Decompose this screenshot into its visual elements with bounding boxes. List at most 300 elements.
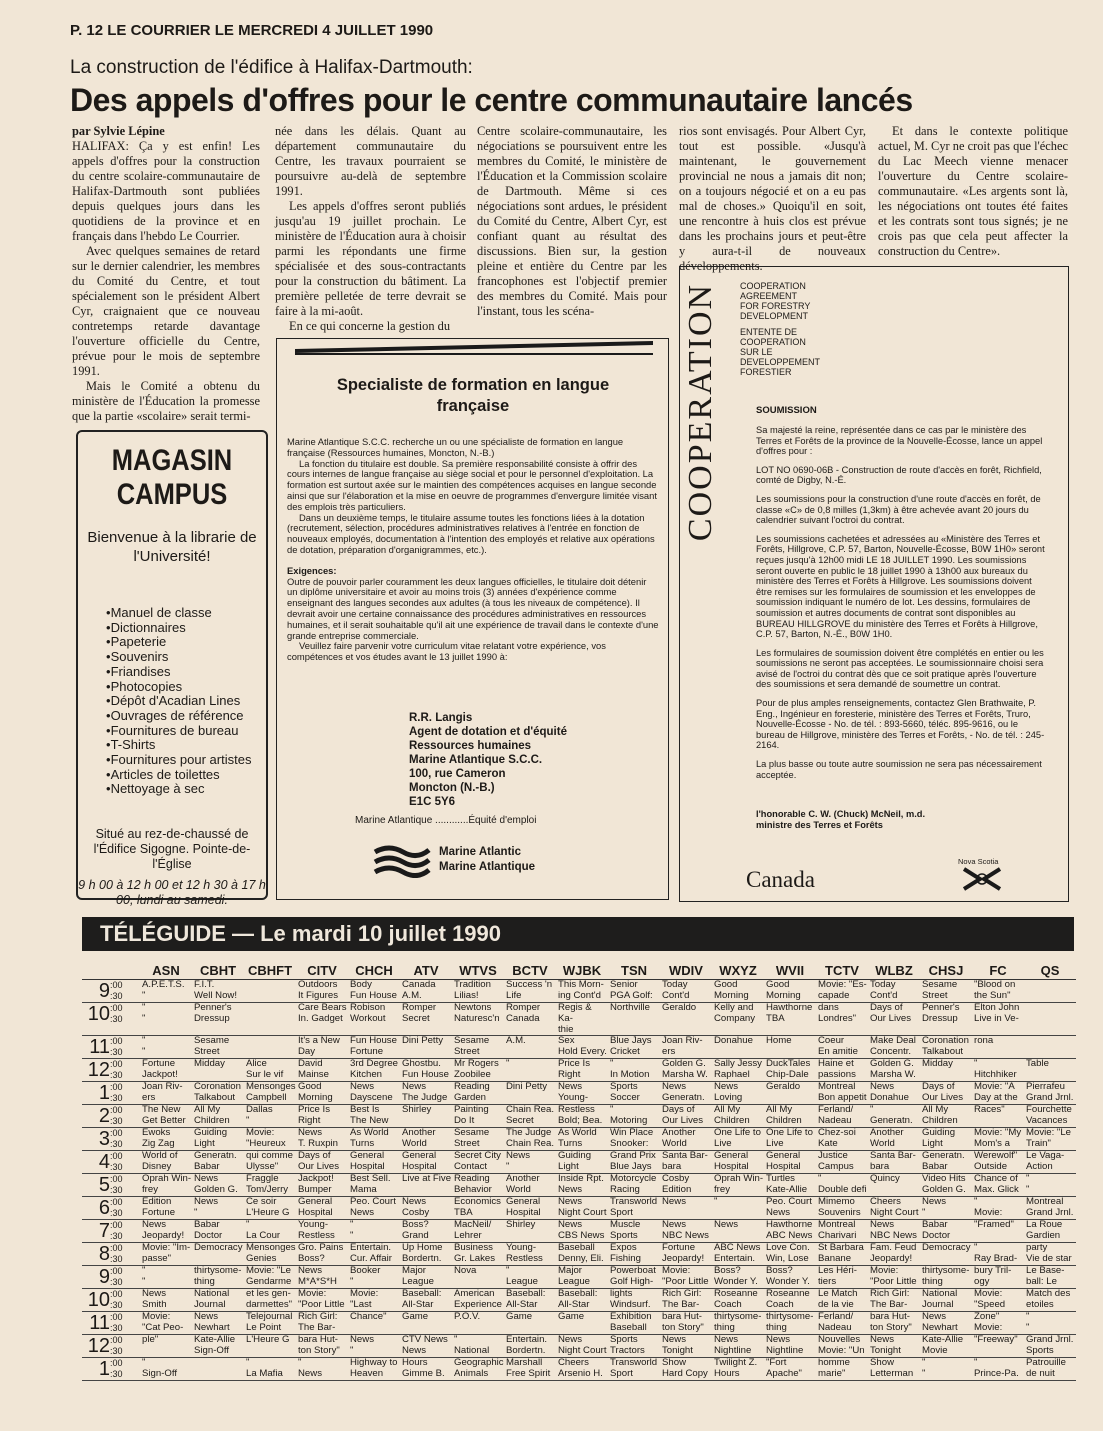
table-cell: Entertain. Cur. Affair: [348, 1243, 400, 1266]
table-cell: Love Con. Win, Lose: [764, 1243, 816, 1266]
hour-label: 11: [89, 1036, 110, 1059]
table-cell: party Vie de star: [1024, 1243, 1076, 1266]
table-cell: qui comme Ulysse": [244, 1151, 296, 1174]
table-cell: Success 'n Life: [504, 980, 556, 1003]
table-cell: News Tonight: [660, 1335, 712, 1358]
time-slot: [82, 1128, 140, 1151]
ad-paragraph: Dans un deuxième temps, le titulaire assume toutes les fonctions liées à la dotation (recrutement, sélection, procédures administratives relatives à l'entrée en fonction de nouveaux employés, documentation à l'intention des employés et relative aux opérations de dotation, préparation d'organigrammes, etc.).: [287, 511, 655, 555]
table-cell: Mr Rogers Zoobilee: [452, 1059, 504, 1082]
table-cell: Montreal Bon appetit: [818, 1081, 867, 1104]
ad-paragraph: LOT NO 0690-06B - Construction de route d'accès en forêt, Richfield, comté de Digby, N.-É.: [756, 464, 1042, 486]
table-row: [82, 1243, 1076, 1266]
cooperation-vertical-title: COOPERATION: [682, 282, 719, 542]
table-cell: Ferland/ Nadeau: [816, 1105, 868, 1128]
teleguide-title: TÉLÉGUIDE — Le mardi 10 juillet 1990: [100, 921, 502, 946]
table-cell: One Life to Live: [764, 1128, 816, 1151]
table-cell: Roseanne Coach: [712, 1289, 764, 1312]
time-slot: [82, 1220, 140, 1243]
logo-line: Marine Atlantic: [439, 846, 522, 858]
table-cell: Price Is Right: [296, 1105, 348, 1128]
table-cell: Coeur En amitie: [816, 1036, 868, 1059]
table-cell: ": [712, 1197, 764, 1220]
table-cell: thirtysome- thing: [764, 1312, 816, 1335]
article-paragraph: Avec quelques semaines de retard sur le dernier calendrier, les membres du Comité du Centre, et tout spécialement son le président Albert Cyr, craignaient que ce nouveau contretemps retarde davantage l'ouverture officielle du Centre, prévue pour le mois de septembre 1991.: [72, 244, 260, 378]
list-item: • Photocopies: [106, 680, 266, 695]
table-cell: La Roue Gardien: [1024, 1220, 1076, 1243]
table-cell: Entertain. Bordertn.: [504, 1335, 556, 1358]
table-cell: National Journal: [920, 1289, 972, 1312]
list-item: • Friandises: [106, 665, 266, 680]
list-item: • Papeterie: [106, 635, 266, 650]
table-row: [82, 1266, 1076, 1289]
list-item: • Fournitures pour artistes: [106, 753, 266, 768]
table-cell: Mensonges Genies: [246, 1242, 296, 1265]
table-cell: " Sign-Off: [140, 1358, 192, 1381]
marine-atlantic-name: [439, 845, 535, 875]
ad-subheading: Exigences:: [287, 564, 337, 576]
table-cell: Powerboat Golf High-: [608, 1266, 660, 1289]
table-cell: "Blood on the Sun": [972, 980, 1024, 1003]
ad-paragraph: La fonction du titulaire est double. Sa première responsabilité consiste à offrir des cours internes de langue française au siège social et pour le personnel d'exploitation. La formation est surtout axée sur le maintien des compétences acquises en langue seconde ainsi que sur l'élaboration et la mise en oeuvre de programmes d'envergure limitée visant des emplois très particuliers.: [287, 457, 657, 512]
table-cell: Democracy: [192, 1243, 244, 1266]
time-slot: [82, 1082, 140, 1105]
table-cell: Live at Five: [400, 1174, 452, 1197]
table-cell: F.I.T. Well Now!: [192, 980, 244, 1003]
table-cell: Sports Tractors: [608, 1335, 660, 1358]
table-cell: Days of Our Lives: [920, 1082, 972, 1105]
ad-paragraph: Veuillez faire parvenir votre curriculum vitae relatant votre expérience, vos compétences et vos études avant le 13 juillet 1990 à:: [287, 640, 606, 663]
table-cell: Guiding Light: [192, 1128, 244, 1151]
table-cell: Penner's Dressup: [920, 1003, 972, 1036]
table-cell: St Barbara Banane: [816, 1243, 868, 1266]
soumission-heading: SOUMISSION: [756, 405, 817, 416]
table-cell: " ": [348, 1220, 400, 1243]
table-row: [82, 1312, 1076, 1335]
list-item: • Articles de toilettes: [106, 768, 266, 783]
table-row: [82, 1151, 1076, 1174]
table-cell: Sports Soccer: [608, 1082, 660, 1105]
table-cell: Le Match de la vie: [816, 1289, 868, 1312]
table-cell: All My Children: [920, 1105, 972, 1128]
hour-label: 9: [98, 980, 110, 1002]
table-cell: Boss? Wonder Y.: [712, 1266, 764, 1289]
ad-paragraph: Marine Atlantique S.C.C. recherche un ou une spécialiste de formation en langue française (Ressources humaines, Moncton, N.-B.): [287, 436, 624, 458]
canada-wordmark: Canada: [746, 867, 815, 892]
table-cell: Movie: "Le Gendarme: [244, 1266, 296, 1289]
table-cell: National Journal: [192, 1289, 244, 1312]
table-cell: Ewoks Zig Zag: [140, 1128, 192, 1151]
table-cell: Golden G. Marsha W.: [660, 1059, 712, 1082]
table-cell: News Cosby: [400, 1197, 452, 1220]
table-cell: Days of Our Lives: [296, 1151, 348, 1174]
table-cell: Body Fun House: [348, 980, 400, 1003]
table-cell: News The Judge: [400, 1082, 452, 1105]
table-cell: General Hospital: [504, 1197, 556, 1220]
table-cell: Days of Our Lives: [868, 1003, 920, 1036]
table-cell: Business Gr. Lakes: [452, 1243, 504, 1266]
table-cell: Regis & Ka- thie: [556, 1003, 608, 1036]
table-cell: Today Cont'd: [868, 980, 920, 1003]
ad-rule: [295, 353, 653, 355]
table-cell: Young- Restless: [504, 1243, 556, 1266]
signature-line: l'honorable C. W. (Chuck) McNeil, m.d.: [756, 809, 926, 819]
table-cell: Inside Rpt. News: [556, 1174, 608, 1197]
specialist-ad: [276, 338, 669, 900]
hour-label: 6: [98, 1197, 110, 1220]
minute-labels: :00 :30: [110, 1174, 123, 1196]
table-cell: Chain Rea. Secret: [506, 1104, 554, 1127]
table-cell: Boss? Grand: [400, 1220, 452, 1243]
table-cell: Golden G. Marsha W.: [868, 1059, 920, 1082]
table-cell: News Generatn.: [660, 1082, 712, 1105]
table-cell: Blue Jays Cricket: [608, 1036, 660, 1059]
time-slot: [82, 1105, 140, 1128]
table-cell: Sesame Street: [452, 1036, 504, 1059]
minute-labels: :00 :30: [110, 1358, 123, 1380]
table-cell: Fourchette Vacances: [1024, 1105, 1076, 1128]
table-cell: MacNeil/ Lehrer: [452, 1220, 504, 1243]
station-header: WXYZ: [712, 962, 764, 980]
station-header: WJBK: [556, 962, 608, 980]
station-header: QS: [1024, 962, 1076, 980]
hour-label: 12: [87, 1059, 110, 1082]
minute-labels: :00 :30: [110, 1128, 123, 1150]
time-slot: [82, 1312, 140, 1335]
station-header: WLBZ: [868, 962, 920, 980]
table-cell: [244, 1036, 296, 1059]
table-cell: Sesame Street: [452, 1128, 504, 1151]
table-cell: News ": [348, 1335, 400, 1358]
table-cell: Midday: [192, 1059, 244, 1082]
table-cell: Fun House Fortune: [348, 1036, 400, 1059]
time-slot: [82, 1243, 140, 1266]
table-row: [82, 980, 1076, 1003]
table-cell: News: [660, 1197, 712, 1220]
time-slot: [82, 1266, 140, 1289]
table-cell: Booker ": [348, 1266, 400, 1289]
coop-line: FORESTIER: [740, 367, 792, 377]
station-header: WDIV: [660, 962, 712, 980]
table-cell: General Hospital: [712, 1151, 764, 1174]
table-row: [82, 1220, 1076, 1243]
ad-paragraph: Pour de plus amples renseignements, contactez Glen Brathwaite, P. Eng., Ingénieur en foresterie, ministère des Terres et Forêts, Truro, Nouvelle-Écosse - No. de tél. : 893-5660, téléc. 895-9616, ou le bureau de Hillgrove, ministère des Terres et Forêts, - No. de tél. : 245-2164.: [756, 698, 1045, 751]
table-cell: Movie: "Last: [348, 1289, 400, 1312]
table-cell: homme marie": [816, 1358, 868, 1381]
table-cell: Chance": [348, 1312, 400, 1335]
table-cell: " Movie:: [972, 1197, 1024, 1220]
table-cell: [244, 980, 296, 1003]
table-cell: Oprah Win- frey: [714, 1173, 764, 1196]
cooperation-ad: [679, 266, 1069, 902]
table-cell: It's a New Day: [296, 1036, 348, 1059]
station-header: FC: [972, 962, 1024, 980]
table-cell: News T. Ruxpin: [296, 1128, 348, 1151]
table-cell: Babar Doctor: [920, 1220, 972, 1243]
table-cell: Movie: "Im- passe": [142, 1242, 191, 1265]
table-cell: Secret City Contact: [452, 1151, 504, 1174]
table-cell: Romper Canada: [504, 1003, 556, 1036]
table-cell: " League: [504, 1266, 556, 1289]
address-line: Moncton (N.-B.): [409, 782, 495, 794]
table-cell: dans Londres": [816, 1003, 868, 1036]
nova-scotia-label: Nova Scotia: [958, 857, 999, 866]
table-cell: Coronation Talkabout: [920, 1036, 972, 1059]
campus-ad-welcome: Bienvenue à la librarie de l'Université!: [87, 529, 257, 565]
table-cell: Geraldo: [764, 1082, 816, 1105]
ad-paragraph: La plus basse ou toute autre soumission ne sera pas nécessairement acceptée.: [756, 759, 1042, 780]
table-cell: News Night Court: [558, 1334, 607, 1357]
table-cell: Major League: [556, 1266, 608, 1289]
table-cell: Reading Behavior: [452, 1174, 504, 1197]
address-line: Marine Atlantique S.C.C.: [409, 754, 543, 766]
marine-atlantic-logo-icon: [373, 842, 431, 878]
table-cell: Show Hard Copy: [660, 1358, 712, 1381]
coop-line: DEVELOPMENT: [740, 311, 809, 321]
table-cell: A.P.E.T.S. ": [140, 980, 192, 1003]
table-cell: Newtons Naturesc'n: [452, 1003, 504, 1036]
time-header: [82, 962, 140, 980]
table-cell: News Loving: [712, 1082, 764, 1105]
table-cell: " News: [296, 1358, 348, 1381]
table-cell: Days of Our Lives: [660, 1105, 712, 1128]
table-cell: Democracy: [920, 1243, 972, 1266]
table-cell: Donahue: [712, 1036, 764, 1059]
campus-ad-location: Situé au rez-de-chaussé de l'Édifice Sigogne. Pointe-de-l'Église: [93, 827, 251, 872]
article-byline: par Sylvie Lépine: [72, 124, 165, 138]
station-header: TSN: [608, 962, 660, 980]
table-cell: Fortune Jackpot!: [140, 1059, 192, 1082]
table-cell: Peo. Court News: [348, 1197, 400, 1220]
table-cell: Werewolf" Outside: [972, 1151, 1024, 1174]
list-item: • Manuel de classe: [106, 606, 266, 621]
minute-labels: :00 :30: [110, 1003, 123, 1024]
table-cell: David Mainse: [296, 1059, 348, 1082]
table-cell: News Golden G.: [192, 1174, 244, 1197]
table-cell: Tradition Lilias!: [452, 980, 504, 1003]
table-cell: Montreal Charivari: [816, 1220, 868, 1243]
minute-labels: :00 :30: [110, 1082, 123, 1104]
table-cell: et les gen- darmettes": [244, 1289, 296, 1312]
specialist-ad-title: Specialiste de formation en langue française: [336, 376, 610, 415]
article-column-4: [679, 124, 866, 274]
station-header: WVII: [764, 962, 816, 980]
table-cell: Ghostbu. Fun House: [400, 1059, 452, 1082]
table-row: [82, 1082, 1076, 1105]
table-cell: [244, 1003, 296, 1036]
minute-labels: :00 :30: [110, 1197, 123, 1219]
table-cell: General Hospital: [348, 1151, 400, 1174]
table-cell: General Hospital: [400, 1151, 452, 1174]
list-item: • Souvenirs: [106, 650, 266, 665]
table-cell: Pierrafeu Grand Jrnl.: [1024, 1082, 1076, 1105]
table-cell: News Young-: [556, 1082, 608, 1105]
hour-label: 7: [98, 1220, 110, 1243]
table-cell: Nova: [452, 1266, 504, 1289]
table-cell: Roseanne Coach: [764, 1289, 816, 1312]
table-cell: Dini Petty: [400, 1036, 452, 1059]
station-header: ATV: [400, 962, 452, 980]
table-cell: Santa Bar- bara: [868, 1151, 920, 1174]
table-cell: [192, 1358, 244, 1381]
table-cell: Economics TBA: [452, 1197, 504, 1220]
signature-line: ministre des Terres et Forêts: [756, 820, 883, 830]
table-cell: Cheers Night Court: [870, 1196, 919, 1219]
coop-line: ENTENTE DE: [740, 327, 798, 337]
table-cell: Peo. Court News: [764, 1197, 816, 1220]
table-cell: The New Get Better: [140, 1105, 192, 1128]
table-cell: Today Cont'd: [660, 980, 712, 1003]
table-cell: One Life to Live: [712, 1128, 764, 1151]
campus-ad-list: [106, 606, 266, 797]
table-cell: Muscle Sports: [608, 1220, 660, 1243]
table-cell: Movie: "My Mom's a: [972, 1128, 1024, 1151]
table-cell: News ": [504, 1151, 556, 1174]
table-cell: Movie: "A Day at the: [972, 1082, 1024, 1105]
station-header: CITV: [296, 962, 348, 980]
table-cell: Hours Gimme B.: [400, 1358, 452, 1381]
article-headline: Des appels d'offres pour le centre communautaire lancés: [70, 82, 913, 118]
list-item: • Dictionnaires: [106, 621, 266, 636]
hour-label: 12: [87, 1335, 110, 1358]
table-cell: Quincy: [868, 1174, 920, 1197]
table-row: [82, 1003, 1076, 1036]
table-cell: bury Tril- ogy: [972, 1266, 1024, 1289]
table-cell: Rich Girl: The Bar-: [868, 1289, 920, 1312]
table-cell: Young- Restless: [296, 1220, 348, 1243]
hour-label: 3: [98, 1128, 110, 1151]
time-slot: [82, 1197, 140, 1220]
time-slot: [82, 1036, 140, 1059]
table-cell: " National: [452, 1335, 504, 1358]
table-cell: Nouvelles Movie: "Un: [816, 1335, 868, 1358]
table-cell: thirtysome- thing: [712, 1312, 764, 1335]
table-cell: thirtysome- thing: [920, 1266, 972, 1289]
table-cell: Babar Doctor: [192, 1220, 244, 1243]
table-cell: Price Is Right: [556, 1059, 608, 1082]
table-cell: Table: [1024, 1059, 1076, 1082]
table-cell: Movie: "Le Train": [1024, 1128, 1076, 1151]
cooperation-fr: [740, 327, 820, 377]
campus-ad-hours: 9 h 00 à 12 h 00 et 12 h 30 à 17 h 00, lundi au samedi.: [78, 878, 266, 908]
time-slot: [82, 1289, 140, 1312]
table-cell: "Framed": [972, 1220, 1024, 1243]
table-cell: News Nightline: [712, 1335, 764, 1358]
table-cell: News NBC News: [868, 1220, 920, 1243]
article-paragraph: rios sont envisagés. Pour Albert Cyr, tout est possible. «Jusqu'à maintenant, le gouvernement provincial ne nous a jamais dit non; on a toujours négocié et on a eu pas mal de choses.» Quoiqu'il en soit, une rencontre à huis clos est prévue dans les prochains jours et peut-être y aura-t-il de nouveaux développements.: [679, 124, 866, 273]
table-cell: Haine et passions: [816, 1059, 868, 1082]
table-cell: Mimemo Souvenirs: [816, 1197, 868, 1220]
table-cell: Show Letterman: [868, 1358, 920, 1381]
table-cell: thirtysome- thing: [192, 1266, 244, 1289]
table-cell: Baseball: All-Star: [504, 1289, 556, 1312]
hour-label: 2: [98, 1105, 110, 1128]
table-cell: Marshall Free Spirit: [504, 1358, 556, 1381]
coop-line: COOPERATION: [740, 281, 806, 291]
table-cell: Movie: "Poor Little: [296, 1289, 348, 1312]
teleguide-body: [82, 980, 1076, 1381]
table-cell: Boss? Wonder Y.: [764, 1266, 816, 1289]
table-cell: Zone" Movie:: [972, 1312, 1024, 1335]
table-cell: Geraldo: [660, 1003, 712, 1036]
table-cell: Motorcycle Racing: [608, 1174, 660, 1197]
table-cell: Movie: "Heureux: [244, 1128, 296, 1151]
hour-label: 1: [98, 1358, 110, 1381]
table-cell: [1024, 980, 1076, 1003]
hour-label: 5: [98, 1174, 110, 1197]
table-cell: 3rd Degree Kitchen: [350, 1058, 398, 1081]
table-cell: Midday: [920, 1059, 972, 1082]
table-cell: Reading Garden: [452, 1082, 504, 1105]
coop-line: COOPERATION: [740, 337, 806, 347]
table-row: [82, 1335, 1076, 1358]
time-slot: [82, 1059, 140, 1082]
table-cell: Santa Bar- bara: [660, 1151, 712, 1174]
table-cell: Chance of Max. Glick: [972, 1174, 1024, 1197]
table-cell: Game: [504, 1312, 556, 1335]
list-item: • Nettoyage à sec: [106, 782, 266, 797]
minute-labels: :00 :30: [110, 1105, 123, 1127]
hour-label: 1: [98, 1082, 110, 1105]
station-header: CHCH: [348, 962, 400, 980]
table-cell: News Tonight: [868, 1335, 920, 1358]
table-cell: "Fort Apache": [764, 1358, 816, 1381]
minute-labels: :00 :30: [110, 1243, 123, 1265]
hour-label: 4: [98, 1151, 110, 1174]
table-cell: Joan Riv- ers: [140, 1082, 192, 1105]
station-header: CBHFT: [244, 962, 296, 980]
table-cell: The Judge Chain Rea.: [506, 1127, 554, 1150]
table-cell: [1024, 1036, 1076, 1059]
table-cell: Alice Sur le vif: [244, 1059, 296, 1082]
table-cell: Movie: "Es- capade: [818, 979, 867, 1001]
article-column-1: [72, 124, 260, 424]
table-cell: Shirley: [504, 1220, 556, 1243]
table-cell: Highway to Heaven: [348, 1358, 400, 1381]
teleguide-header-row: [82, 962, 1076, 980]
specialist-ad-equity: Marine Atlantique ............Équité d'emploi: [355, 815, 537, 826]
table-cell: Chez-soi Kate: [816, 1128, 868, 1151]
minute-labels: :00 :30: [110, 1059, 123, 1081]
table-cell: Sesame Street: [920, 980, 972, 1003]
table-cell: ": [504, 1059, 556, 1082]
address-line: R.R. Langis: [409, 712, 473, 724]
table-cell: Oprah Win- frey: [142, 1173, 192, 1196]
table-cell: Canada A.M.: [400, 980, 452, 1003]
article-column-5: [878, 124, 1068, 259]
cooperation-en: [740, 281, 810, 321]
table-cell: News Night Court: [558, 1196, 607, 1219]
table-cell: bara Hut- ton Story": [296, 1335, 348, 1358]
minute-labels: :00 :30: [110, 1266, 123, 1288]
table-cell: DuckTales Chip-Dale: [764, 1059, 816, 1082]
minute-labels: :00 :30: [110, 1312, 123, 1334]
minute-labels: :00 :30: [110, 1335, 123, 1357]
table-cell: Edition Fortune: [140, 1197, 192, 1220]
table-cell: ple": [140, 1335, 192, 1358]
table-cell: Match des etoiles: [1024, 1289, 1076, 1312]
table-cell: Painting Do It: [452, 1105, 504, 1128]
table-cell: " ": [1024, 1312, 1076, 1335]
address-line: Agent de dotation et d'équité: [409, 726, 567, 738]
hour-label: 11: [89, 1312, 110, 1335]
table-cell: News ": [192, 1197, 244, 1220]
table-cell: Another World: [400, 1128, 452, 1151]
table-cell: Twilight Z. Hours: [712, 1358, 764, 1381]
table-cell: Senior PGA Golf:: [608, 980, 660, 1003]
time-slot: [82, 980, 140, 1003]
coop-line: FOR FORESTRY: [740, 301, 811, 311]
hour-label: 10: [87, 1003, 110, 1025]
